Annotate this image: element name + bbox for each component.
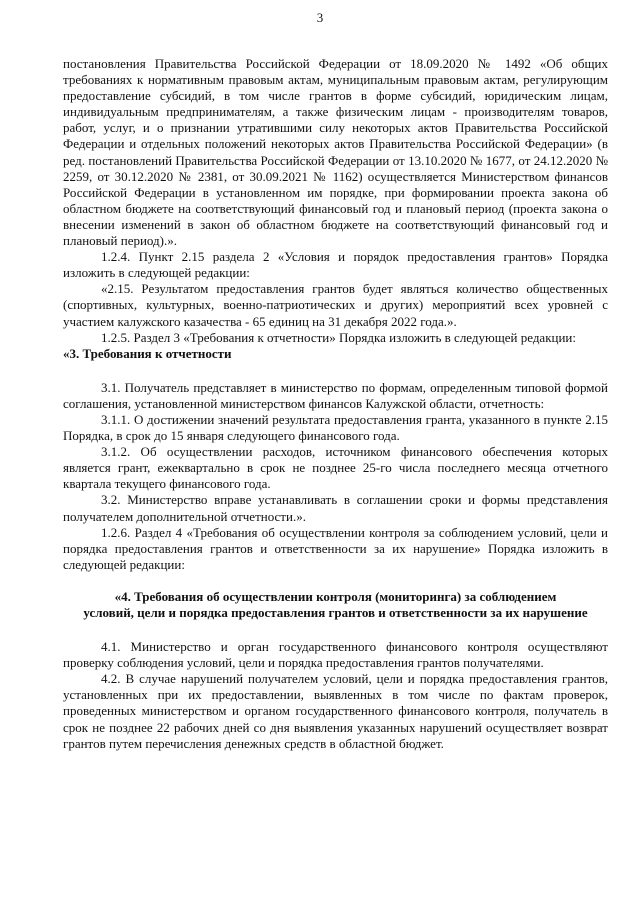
paragraph-4-2: 4.2. В случае нарушений получателем условий, цели и порядка предоставления грантов, установленных при их предоставлении, выявленных в том числе по фактам проверок, проведенных министерством и органом государственного финансового контроля, получатель в срок не позднее 22 рабочих дней со дня выявления указанных нарушений осуществляет возврат грантов путем перечисления денежных средств в областной бюджет.	[63, 671, 608, 751]
paragraph-2-15: «2.15. Результатом предоставления грантов будет являться количество общественных (спортивных, культурных, военно-патриотических и других) мероприятий всех уровней с участием калужского казачества - 65 единиц на 31 декабря 2022 года.».	[63, 281, 608, 329]
paragraph-1-2-6: 1.2.6. Раздел 4 «Требования об осуществлении контроля за соблюдением условий, цели и порядка предоставления грантов и ответственности за их нарушение» Порядка изложить в следующей редакции:	[63, 524, 608, 572]
paragraph-1-2-5: 1.2.5. Раздел 3 «Требования к отчетности» Порядка изложить в следующей редакции:	[101, 329, 577, 345]
paragraph-3-1: 3.1. Получатель представляет в министерство по формам, определенным типовой формой соглашения, установленной министерством финансов Калужской области, отчетность:	[63, 379, 608, 411]
section-3-heading: «3. Требования к отчетности	[63, 345, 232, 361]
section-4-heading	[63, 589, 608, 621]
paragraph-3-1-2: 3.1.2. Об осуществлении расходов, источником финансового обеспечения которых является грант, ежеквартально в срок не позднее 25-го числа последнего месяца отчетного квартала текущего финансового года.	[63, 444, 608, 492]
section-4-heading-line2: условий, цели и порядка предоставления грантов и ответственности за их нарушение	[83, 605, 588, 620]
section-4-heading-line1: «4. Требования об осуществлении контроля (мониторинга) за соблюдением	[114, 588, 557, 604]
paragraph-3-1-1: 3.1.1. О достижении значений результата предоставления гранта, указанного в пункте 2.15 Порядка, в срок до 15 января следующего финансового года.	[63, 411, 608, 444]
paragraph-4-1: 4.1. Министерство и орган государственного финансового контроля осуществляют проверку соблюдения условий, цели и порядка предоставления грантов получателями.	[63, 639, 608, 671]
page-number: 3	[316, 10, 324, 25]
paragraph-1-2-4: 1.2.4. Пункт 2.15 раздела 2 «Условия и порядок предоставления грантов» Порядка изложить в следующей редакции:	[63, 249, 608, 281]
paragraph-continuation: постановления Правительства Российской Федерации от 18.09.2020 № 1492 «Об общих требованиях к нормативным правовым актам, муниципальным правовым актам, регулирующим предоставление субсидий, в том числе грантов в форме субсидий, юридическим лицам, индивидуальным предпринимателям, а также физическим лицам - производителям товаров, работ, услуг, и о признании утратившими силу некоторых актов Правительства Российской Федерации и отдельных положений некоторых актов Правительства Российской Федерации» (в ред. постановлений Правительства Российской Федерации от 13.10.2020 № 1677, от 24.12.2020 № 2259, от 30.12.2020 № 2381, от 30.09.2021 № 1162) осуществляется Министерством финансов Российской Федерации в установленном им порядке, при формировании проекта закона об областном бюджете на соответствующий финансовый год и плановый период (проекта закона о внесении изменений в закон об областном бюджете на соответствующий финансовый год и плановый период).».	[63, 56, 608, 249]
paragraph-3-2: 3.2. Министерство вправе устанавливать в соглашении сроки и формы представления получателем дополнительной отчетности.».	[63, 492, 608, 524]
document-body	[63, 56, 608, 752]
